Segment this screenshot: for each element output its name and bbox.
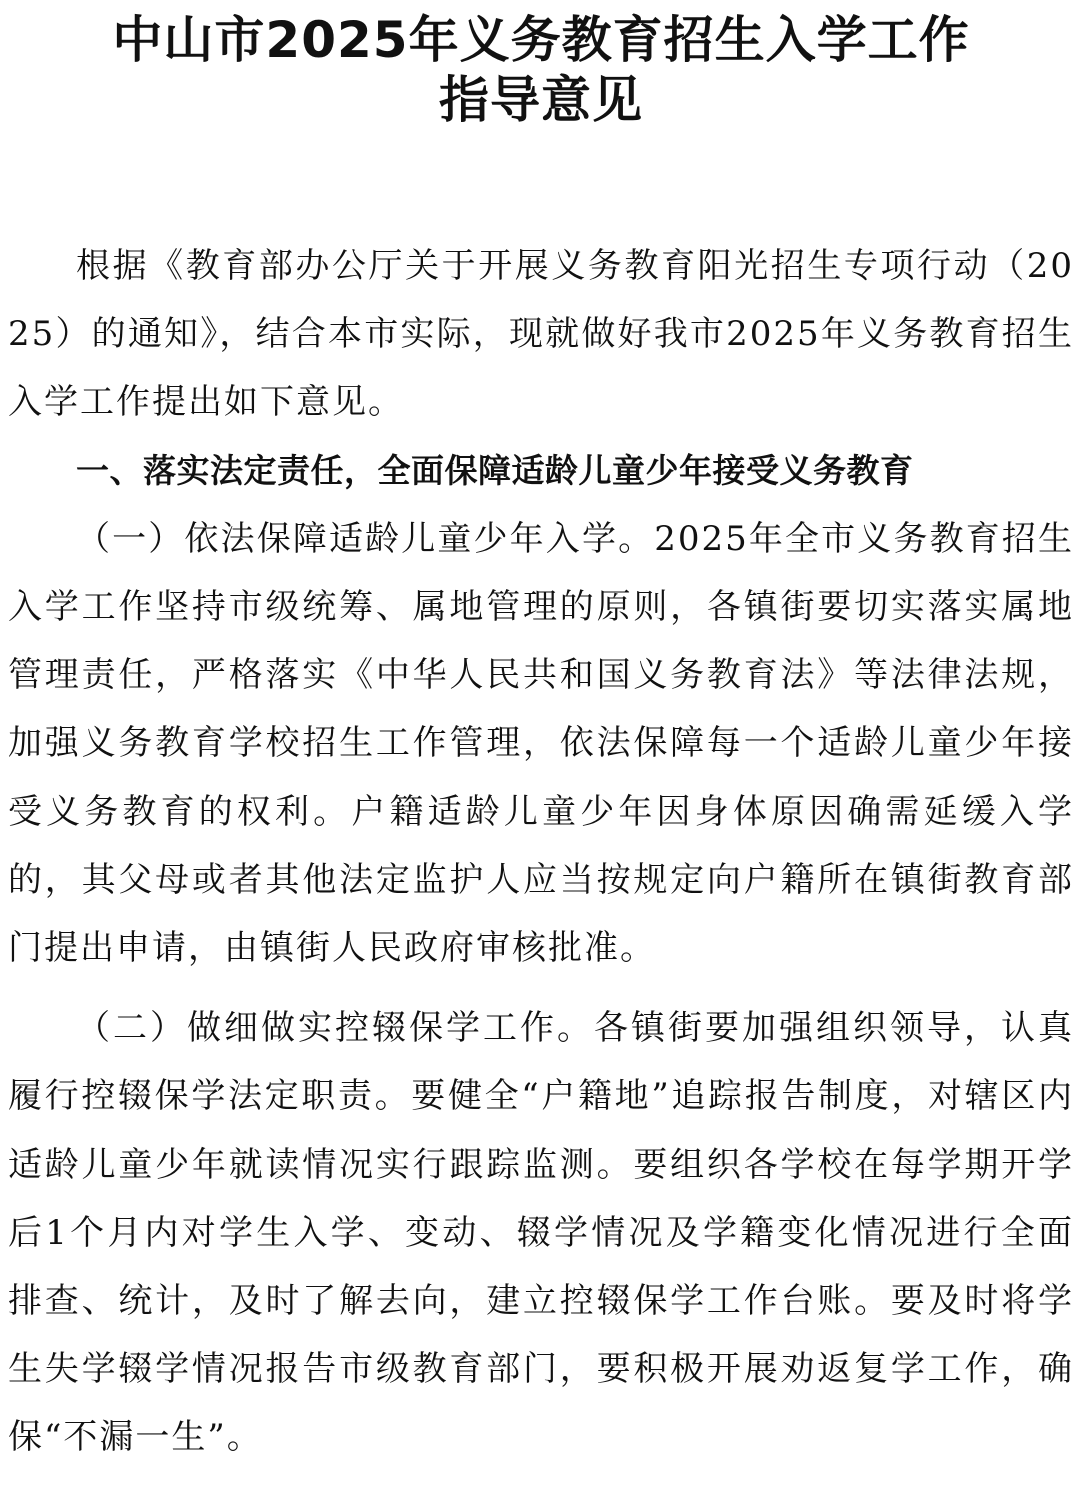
section-heading-1: 一、落实法定责任，全面保障适龄儿童少年接受义务教育 bbox=[76, 450, 914, 490]
intro-paragraph: 根据《教育部办公厅关于开展义务教育阳光招生专项行动（2025）的通知》，结合本市实际，现就做好我市2025年义务教育招生入学工作提出如下意见。 bbox=[8, 246, 1074, 423]
document-title-line2: 指导意见 bbox=[439, 71, 643, 129]
paragraph-gap bbox=[8, 982, 1074, 994]
document-title-line1: 中山市2025年义务教育招生入学工作 bbox=[112, 11, 970, 69]
section1-item1-paragraph: （一）依法保障适龄儿童少年入学。2025年全市义务教育招生入学工作坚持市级统筹、属地管理的原则，各镇街要切实落实属地管理责任，严格落实《中华人民共和国义务教育法》等法律法规，加强义务教育学校招生工作管理，依法保障每一个适龄儿童少年接受义务教育的权利。户籍适龄儿童少年因身体原因确需延缓入学的，其父母或者其他法定监护人应当按规定向户籍所在镇街教育部门提出申请，由镇街人民政府审核批准。 bbox=[8, 518, 1074, 969]
section1-item2-paragraph: （二）做细做实控辍保学工作。各镇街要加强组织领导，认真履行控辍保学法定职责。要健全“户籍地”追踪报告制度，对辖区内适龄儿童少年就读情况实行跟踪监测。要组织各学校在每学期开学后1个月内对学生入学、变动、辍学情况及学籍变化情况进行全面排查、统计，及时了解去向，建立控辍保学工作台账。要及时将学生失学辍学情况报告市级教育部门，要积极开展劝返复学工作，确保“不漏一生”。 bbox=[8, 1008, 1074, 1458]
document-body bbox=[8, 232, 1074, 1472]
